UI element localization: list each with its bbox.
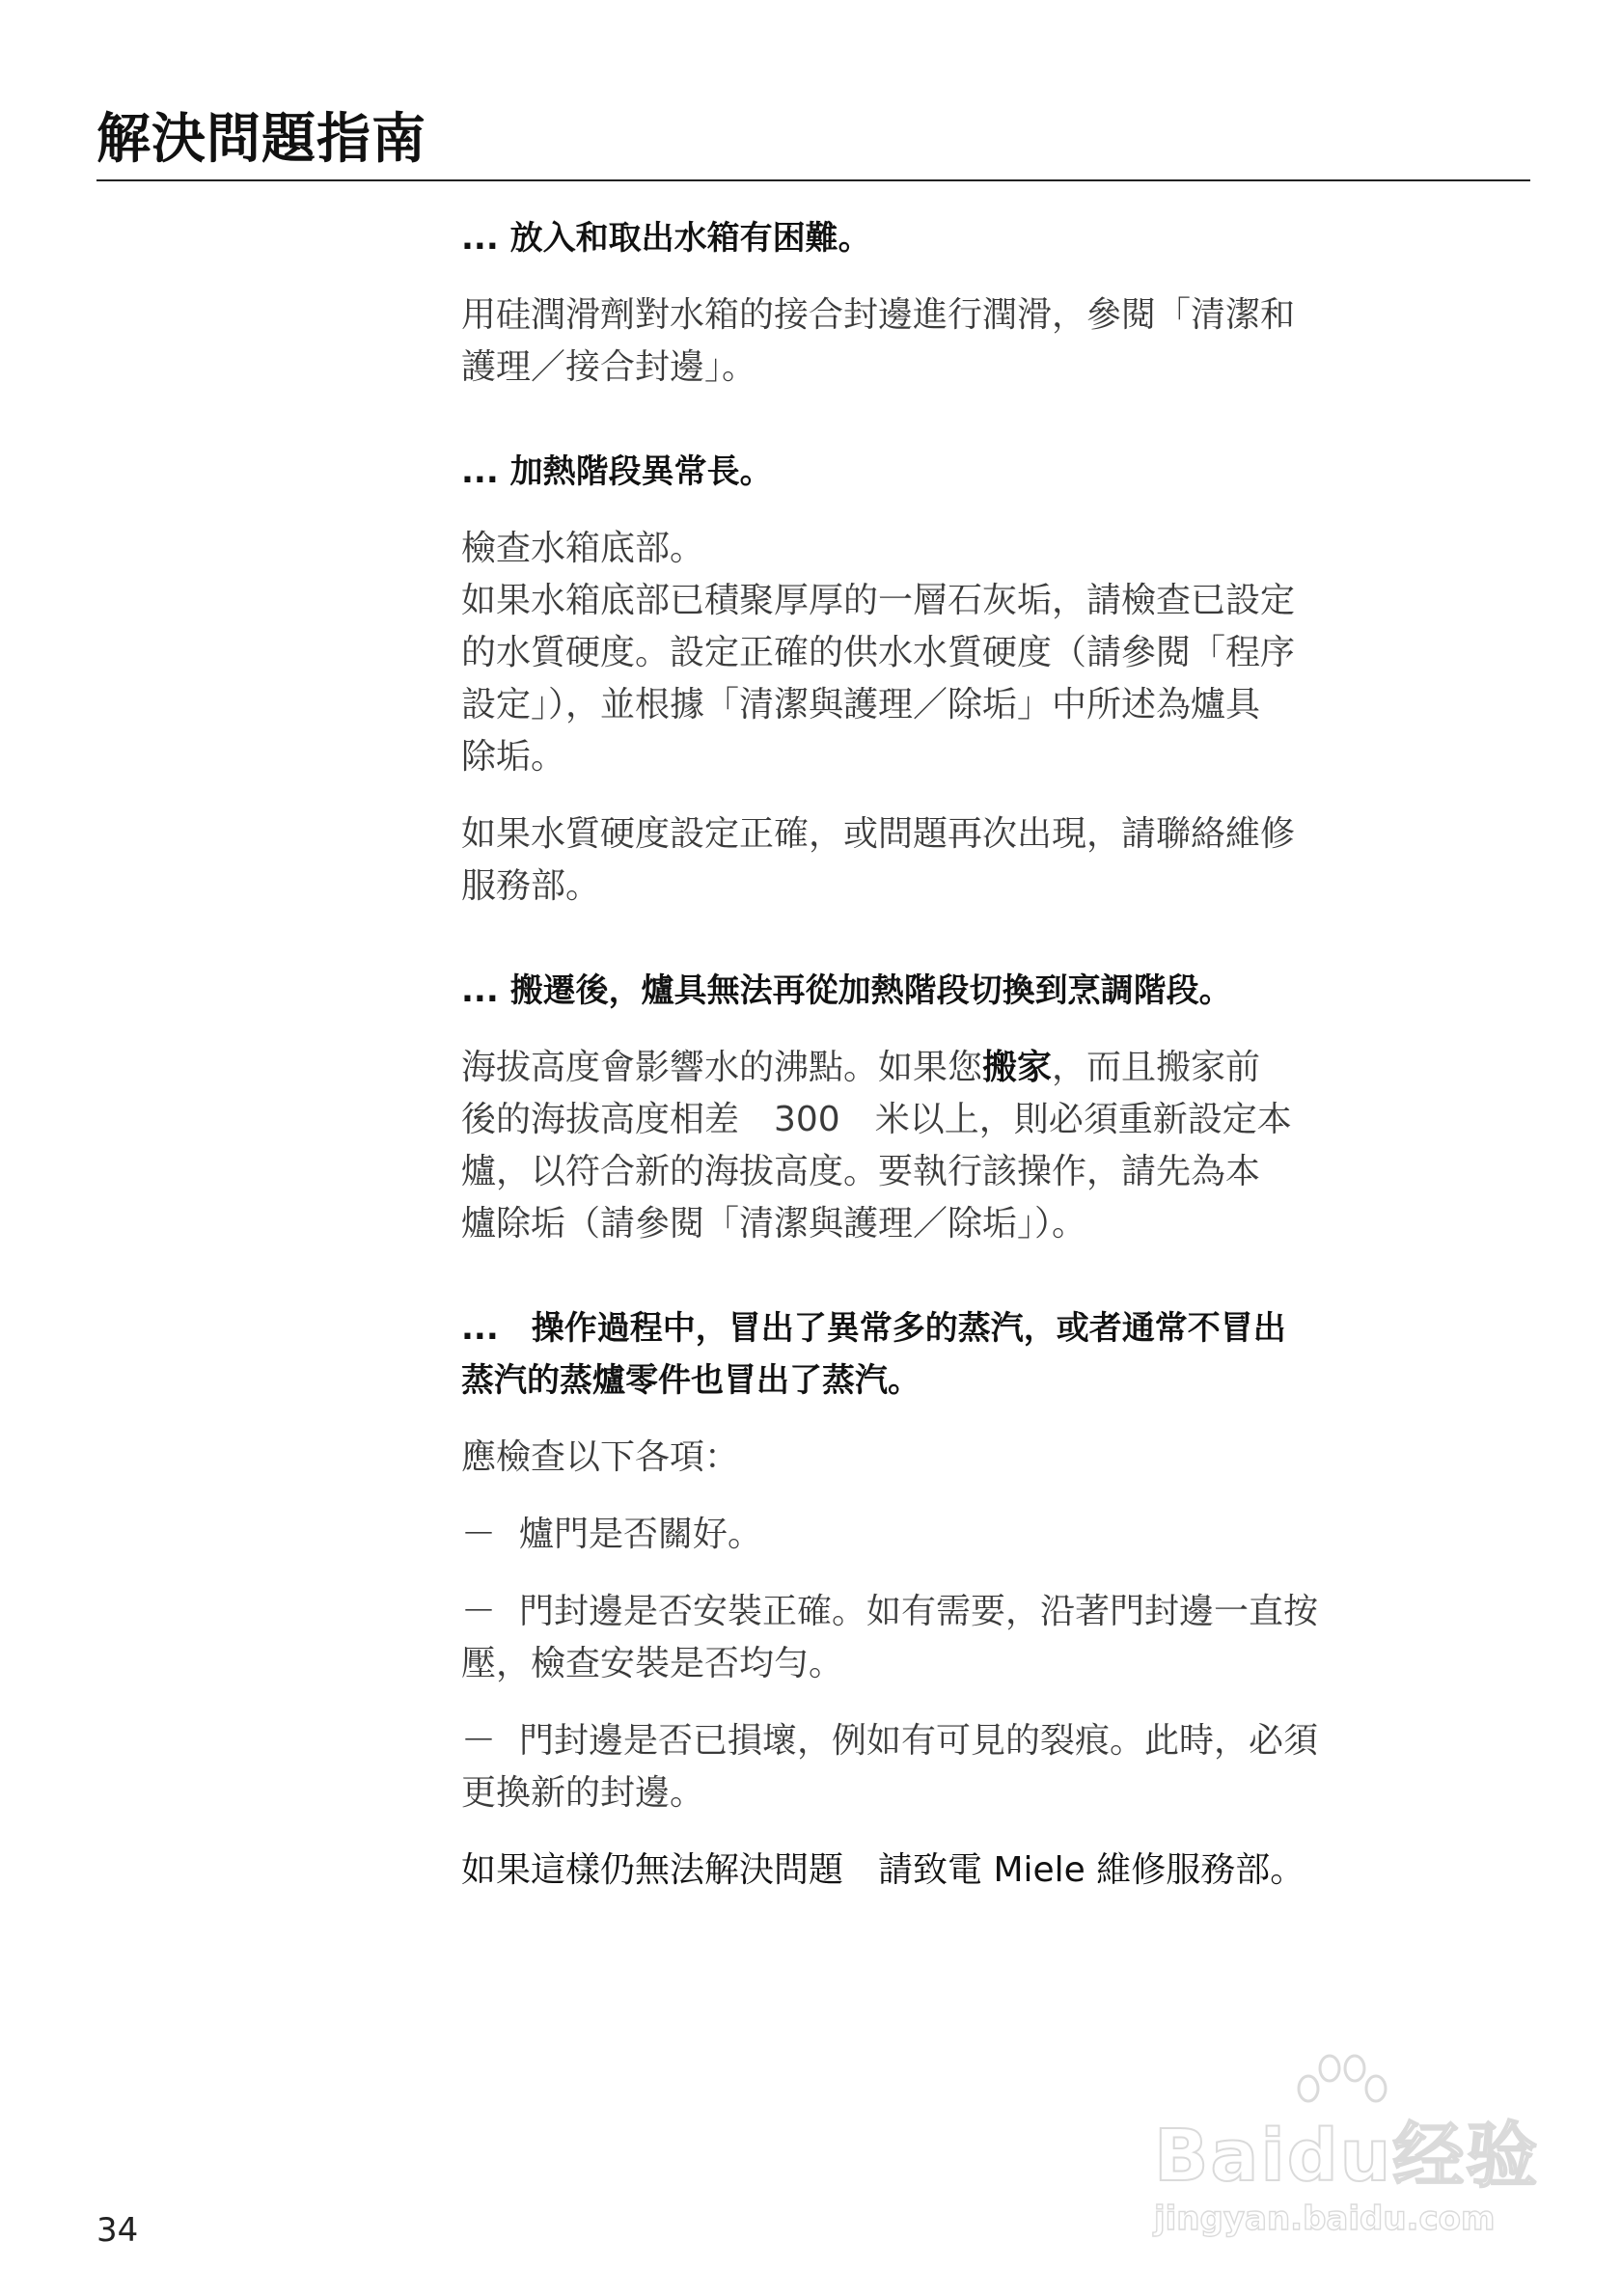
- paragraph: [461, 1042, 1416, 1250]
- emphasis-text: 搬家: [982, 1048, 1053, 1087]
- paragraph: [461, 808, 1416, 913]
- paragraph-line: 除垢。: [461, 737, 566, 777]
- list-item-line: [461, 1586, 1416, 1638]
- paragraph-line: [461, 1042, 1416, 1094]
- list-item: [461, 1509, 1416, 1561]
- watermark-url: jingyan.baidu.com: [1154, 2200, 1496, 2238]
- section-heading-line: 蒸汽的蒸爐零件也冒出了蒸汽。: [461, 1361, 920, 1400]
- section-heading-line: ... 操作過程中，冒出了異常多的蒸汽，或者通常不冒出: [461, 1309, 1286, 1348]
- list-item-text: 爐門是否關好。: [519, 1515, 763, 1554]
- list-item: [461, 1586, 1416, 1690]
- list-item-line: 壓，檢查安裝是否均勻。: [461, 1644, 844, 1683]
- paragraph-line: 用硅潤滑劑對水箱的接合封邊進行潤滑，參閱「清潔和: [461, 295, 1296, 335]
- paragraph-line: 護理／接合封邊」。: [461, 347, 757, 387]
- paragraph-line: 如果水箱底部已積聚厚厚的一層石灰垢，請檢查已設定: [461, 581, 1296, 620]
- paragraph: [461, 523, 1416, 783]
- list-item-text: 門封邊是否安裝正確。如有需要，沿著門封邊一直按: [519, 1592, 1319, 1631]
- paragraph-line: 檢查水箱底部。: [461, 529, 705, 568]
- watermark-logo: Baidu经验: [1154, 2115, 1540, 2198]
- closing-line: 如果這樣仍無法解決問題 請致電 Miele 維修服務部。: [461, 1850, 1305, 1890]
- paragraph-text: 海拔高度會影響水的沸點。如果您: [461, 1048, 983, 1087]
- page-title: 解決問題指南: [96, 108, 426, 171]
- section-heading: ... 放入和取出水箱有困難。: [461, 219, 871, 258]
- paragraph: [461, 289, 1416, 394]
- title-divider: [96, 179, 1530, 181]
- dash-bullet: －: [461, 1592, 497, 1631]
- paragraph-text: ，而且搬家前: [1052, 1048, 1261, 1087]
- list-item-text: 門封邊是否已損壞，例如有可見的裂痕。此時，必須: [519, 1721, 1319, 1761]
- list-item-line: 更換新的封邊。: [461, 1773, 705, 1813]
- watermark: [1154, 2055, 1540, 2248]
- list-item: [461, 1715, 1416, 1819]
- paragraph-line: 爐，以符合新的海拔高度。要執行該操作，請先為本: [461, 1152, 1261, 1191]
- content-column: [461, 212, 1416, 1897]
- paragraph-line: 後的海拔高度相差 300 米以上，則必須重新設定本: [461, 1100, 1292, 1139]
- paragraph-line: 應檢查以下各項：: [461, 1437, 740, 1477]
- section-heading: ... 加熱階段異常長。: [461, 452, 773, 491]
- list-item-line: [461, 1509, 1416, 1561]
- dash-bullet: －: [461, 1721, 497, 1761]
- paragraph-line: 如果水質硬度設定正確，或問題再次出現，請聯絡維修: [461, 814, 1296, 854]
- paragraph-line: 服務部。: [461, 866, 601, 906]
- dash-bullet: －: [461, 1515, 497, 1554]
- paragraph-line: 爐除垢（請參閱「清潔與護理／除垢」）。: [461, 1204, 1087, 1244]
- section-heading: ... 搬遷後，爐具無法再從加熱階段切換到烹調階段。: [461, 971, 1232, 1010]
- paragraph-line: 的水質硬度。設定正確的供水水質硬度（請參閱「程序: [461, 633, 1296, 672]
- page-number: 34: [96, 2211, 139, 2250]
- paragraph-line: 設定」），並根據「清潔與護理／除垢」中所述為爐具: [461, 685, 1261, 724]
- section-heading: [461, 1302, 1416, 1407]
- list-item-line: [461, 1715, 1416, 1767]
